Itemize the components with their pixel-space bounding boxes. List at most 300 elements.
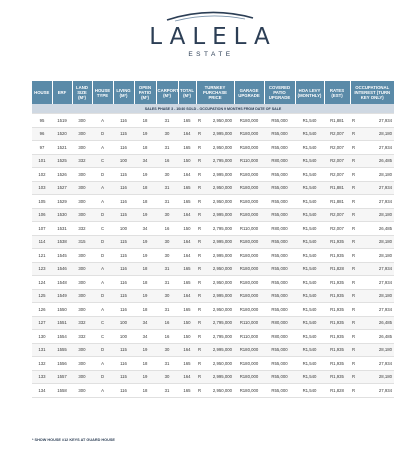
table-cell: 2,950,000	[203, 276, 234, 290]
table-cell: C	[92, 154, 113, 168]
table-cell: R	[350, 141, 357, 155]
table-cell: 2,795,000	[203, 154, 234, 168]
table-cell: R55,000	[264, 127, 295, 141]
table-cell: R	[196, 114, 203, 128]
table-cell: 116	[113, 303, 134, 317]
table-cell: 115	[113, 127, 134, 141]
table-cell: 30	[156, 343, 178, 357]
table-cell: 95	[32, 114, 52, 128]
table-cell: C	[92, 316, 113, 330]
table-cell: 1527	[52, 181, 72, 195]
table-cell: 165	[178, 181, 196, 195]
table-cell: 1554	[52, 330, 72, 344]
table-cell: R	[350, 222, 357, 236]
table-cell: 300	[72, 370, 92, 384]
table-cell: 31	[156, 303, 178, 317]
table-cell: R180,000	[234, 208, 264, 222]
table-cell: 2,795,000	[203, 330, 234, 344]
table-cell: 30	[156, 370, 178, 384]
table-row	[32, 343, 394, 357]
table-cell: R	[350, 343, 357, 357]
table-cell: 31	[156, 262, 178, 276]
table-cell: 121	[32, 249, 52, 263]
table-cell: 2,950,000	[203, 303, 234, 317]
table-cell: R180,000	[234, 141, 264, 155]
table-cell: R55,000	[264, 384, 295, 398]
table-row	[32, 235, 394, 249]
table-cell: 27,934	[357, 262, 394, 276]
table-cell: 165	[178, 141, 196, 155]
table-cell: R	[196, 303, 203, 317]
table-cell: 103	[32, 181, 52, 195]
table-cell: 18	[134, 262, 156, 276]
table-cell: 30	[156, 235, 178, 249]
table-cell: R180,000	[234, 357, 264, 371]
table-cell: R	[196, 276, 203, 290]
table-row	[32, 316, 394, 330]
table-row	[32, 168, 394, 182]
table-cell: R	[196, 168, 203, 182]
col-header: TOTAL (M²)	[178, 81, 196, 104]
table-cell: 164	[178, 127, 196, 141]
table-cell: 115	[113, 370, 134, 384]
table-cell: 28,180	[357, 343, 394, 357]
table-cell: R	[196, 330, 203, 344]
table-cell: 1548	[52, 276, 72, 290]
table-cell: 30	[156, 289, 178, 303]
table-row	[32, 303, 394, 317]
table-cell: 300	[72, 289, 92, 303]
table-cell: R2,007	[324, 141, 350, 155]
table-cell: R1,935	[324, 235, 350, 249]
table-cell: R55,000	[264, 289, 295, 303]
table-cell: R	[196, 370, 203, 384]
table-cell: 165	[178, 357, 196, 371]
table-row	[32, 195, 394, 209]
table-cell: R180,000	[234, 303, 264, 317]
table-cell: 164	[178, 289, 196, 303]
table-cell: 31	[156, 195, 178, 209]
table-cell: 28,180	[357, 235, 394, 249]
table-cell: R	[350, 276, 357, 290]
table-cell: 2,995,000	[203, 127, 234, 141]
table-cell: 1530	[52, 208, 72, 222]
table-cell: A	[92, 303, 113, 317]
table-cell: 1558	[52, 384, 72, 398]
table-cell: R1,540	[295, 370, 324, 384]
table-cell: R180,000	[234, 168, 264, 182]
table-cell: 16	[156, 154, 178, 168]
table-cell: D	[92, 168, 113, 182]
table-cell: R180,000	[234, 370, 264, 384]
table-cell: 116	[113, 384, 134, 398]
table-cell: 31	[156, 276, 178, 290]
table-cell: R55,000	[264, 141, 295, 155]
col-header: CARPORT (M²)	[156, 81, 178, 104]
table-cell: 300	[72, 127, 92, 141]
table-cell: 100	[113, 316, 134, 330]
table-cell: 28,180	[357, 370, 394, 384]
table-row	[32, 262, 394, 276]
table-cell: 131	[32, 343, 52, 357]
table-cell: 116	[113, 114, 134, 128]
col-header: COVERED PATIO UPGRADE	[264, 81, 295, 104]
table-cell: 34	[134, 154, 156, 168]
table-cell: 165	[178, 303, 196, 317]
table-cell: 300	[72, 343, 92, 357]
table-cell: 34	[134, 330, 156, 344]
table-cell: 19	[134, 168, 156, 182]
table-cell: 107	[32, 222, 52, 236]
table-cell: 300	[72, 141, 92, 155]
table-cell: R180,000	[234, 262, 264, 276]
table-cell: R1,935	[324, 330, 350, 344]
table-cell: R	[350, 289, 357, 303]
table-cell: 18	[134, 195, 156, 209]
table-cell: R1,540	[295, 262, 324, 276]
table-cell: R80,000	[264, 222, 295, 236]
table-cell: 150	[178, 222, 196, 236]
table-cell: 31	[156, 114, 178, 128]
table-cell: R1,935	[324, 357, 350, 371]
table-cell: 127	[32, 316, 52, 330]
table-cell: D	[92, 249, 113, 263]
table-cell: R	[350, 303, 357, 317]
table-cell: 165	[178, 262, 196, 276]
table-cell: 114	[32, 235, 52, 249]
table-cell: R80,000	[264, 316, 295, 330]
table-cell: 19	[134, 343, 156, 357]
table-cell: 123	[32, 262, 52, 276]
table-cell: 300	[72, 114, 92, 128]
table-cell: 1546	[52, 262, 72, 276]
table-cell: 1521	[52, 141, 72, 155]
table-cell: R55,000	[264, 195, 295, 209]
table-cell: 101	[32, 154, 52, 168]
table-cell: 133	[32, 370, 52, 384]
table-cell: 165	[178, 114, 196, 128]
table-cell: 16	[156, 330, 178, 344]
table-cell: 2,950,000	[203, 181, 234, 195]
table-cell: R2,007	[324, 222, 350, 236]
table-cell: R	[350, 370, 357, 384]
table-cell: R2,007	[324, 127, 350, 141]
table-row	[32, 330, 394, 344]
table-cell: R2,007	[324, 154, 350, 168]
table-cell: 1529	[52, 195, 72, 209]
table-cell: D	[92, 289, 113, 303]
table-cell: 106	[32, 208, 52, 222]
table-cell: R	[350, 249, 357, 263]
table-cell: 332	[72, 222, 92, 236]
table-cell: 300	[72, 249, 92, 263]
table-cell: 26,485	[357, 222, 394, 236]
table-cell: R55,000	[264, 235, 295, 249]
table-cell: R	[196, 249, 203, 263]
table-cell: 16	[156, 222, 178, 236]
table-cell: 1545	[52, 249, 72, 263]
table-cell: 27,934	[357, 384, 394, 398]
table-cell: R2,007	[324, 208, 350, 222]
table-cell: R1,828	[324, 262, 350, 276]
table-cell: 19	[134, 127, 156, 141]
table-cell: R	[350, 168, 357, 182]
table-cell: 2,795,000	[203, 316, 234, 330]
table-cell: 1525	[52, 154, 72, 168]
table-cell: 116	[113, 276, 134, 290]
table-cell: R110,000	[234, 222, 264, 236]
table-cell: 100	[113, 330, 134, 344]
table-cell: 2,950,000	[203, 195, 234, 209]
table-cell: R1,935	[324, 249, 350, 263]
table-cell: 164	[178, 168, 196, 182]
table-cell: R1,881	[324, 181, 350, 195]
table-cell: 16	[156, 316, 178, 330]
table-cell: A	[92, 195, 113, 209]
table-cell: R	[196, 357, 203, 371]
table-cell: 2,995,000	[203, 343, 234, 357]
col-header: HOA LEVY (MONTHLY)	[295, 81, 324, 104]
table-cell: 130	[32, 330, 52, 344]
table-row	[32, 289, 394, 303]
table-cell: 115	[113, 289, 134, 303]
col-header: HOUSE	[32, 81, 52, 104]
table-cell: 31	[156, 141, 178, 155]
table-cell: 18	[134, 141, 156, 155]
table-cell: 2,995,000	[203, 289, 234, 303]
table-cell: 28,180	[357, 208, 394, 222]
table-cell: R55,000	[264, 343, 295, 357]
table-cell: 105	[32, 195, 52, 209]
table-cell: R1,935	[324, 316, 350, 330]
table-cell: A	[92, 141, 113, 155]
table-cell: 96	[32, 127, 52, 141]
table-row	[32, 370, 394, 384]
table-row	[32, 154, 394, 168]
col-header: ERF	[52, 81, 72, 104]
table-cell: R1,540	[295, 249, 324, 263]
table-cell: 1519	[52, 114, 72, 128]
table-cell: 115	[113, 249, 134, 263]
table-cell: 115	[113, 168, 134, 182]
table-cell: 164	[178, 249, 196, 263]
table-cell: R	[196, 222, 203, 236]
table-cell: 164	[178, 370, 196, 384]
table-cell: 165	[178, 276, 196, 290]
price-list-table	[32, 81, 394, 398]
table-cell: R1,540	[295, 276, 324, 290]
table-cell: R180,000	[234, 181, 264, 195]
table-cell: 27,934	[357, 303, 394, 317]
table-cell: 1538	[52, 235, 72, 249]
table-header-row	[32, 81, 394, 104]
table-cell: R80,000	[264, 330, 295, 344]
table-cell: R1,540	[295, 316, 324, 330]
table-cell: 116	[113, 141, 134, 155]
logo-swoosh-icon	[165, 10, 255, 22]
table-cell: R110,000	[234, 316, 264, 330]
table-cell: D	[92, 343, 113, 357]
table-cell: R	[196, 343, 203, 357]
table-cell: R1,881	[324, 195, 350, 209]
table-row	[32, 357, 394, 371]
table-cell: R1,540	[295, 384, 324, 398]
table-cell: 300	[72, 195, 92, 209]
table-cell: 1550	[52, 303, 72, 317]
table-cell: R55,000	[264, 262, 295, 276]
table-cell: 2,950,000	[203, 262, 234, 276]
table-cell: 300	[72, 303, 92, 317]
table-cell: 18	[134, 114, 156, 128]
table-cell: R	[350, 262, 357, 276]
table-cell: R180,000	[234, 127, 264, 141]
table-row	[32, 114, 394, 128]
table-cell: 30	[156, 127, 178, 141]
table-cell: 27,934	[357, 141, 394, 155]
table-row	[32, 222, 394, 236]
table-cell: 28,180	[357, 127, 394, 141]
table-cell: D	[92, 370, 113, 384]
table-cell: R	[350, 114, 357, 128]
table-cell: R1,540	[295, 330, 324, 344]
table-cell: 18	[134, 357, 156, 371]
col-header: OPEN PATIO (M²)	[134, 81, 156, 104]
table-cell: 31	[156, 384, 178, 398]
table-cell: 126	[32, 303, 52, 317]
table-cell: 100	[113, 222, 134, 236]
table-cell: D	[92, 235, 113, 249]
table-cell: 300	[72, 168, 92, 182]
table-cell: 31	[156, 357, 178, 371]
table-cell: 2,995,000	[203, 370, 234, 384]
table-cell: 27,934	[357, 114, 394, 128]
phase-label: SALES PHASE 3 - 10/40 SOLD - OCCUPATION 9 MONTHS FROM DATE OF SALE	[32, 104, 394, 114]
table-cell: R55,000	[264, 276, 295, 290]
col-header: RATES (EST)	[324, 81, 350, 104]
table-cell: R180,000	[234, 249, 264, 263]
table-cell: 27,934	[357, 276, 394, 290]
table-cell: 300	[72, 262, 92, 276]
table-cell: 150	[178, 154, 196, 168]
table-cell: 1549	[52, 289, 72, 303]
table-cell: 2,795,000	[203, 222, 234, 236]
table-cell: 26,485	[357, 316, 394, 330]
table-cell: R	[196, 154, 203, 168]
table-cell: A	[92, 276, 113, 290]
table-cell: 116	[113, 195, 134, 209]
table-cell: R55,000	[264, 181, 295, 195]
table-cell: A	[92, 357, 113, 371]
table-row	[32, 249, 394, 263]
table-cell: 34	[134, 316, 156, 330]
table-cell: 300	[72, 276, 92, 290]
table-cell: R	[196, 127, 203, 141]
table-cell: R80,000	[264, 154, 295, 168]
table-cell: 26,485	[357, 154, 394, 168]
table-cell: 164	[178, 343, 196, 357]
table-cell: 30	[156, 208, 178, 222]
table-cell: C	[92, 222, 113, 236]
table-row	[32, 276, 394, 290]
table-cell: 132	[32, 357, 52, 371]
table-cell: R55,000	[264, 208, 295, 222]
table-cell: 1520	[52, 127, 72, 141]
table-cell: 1555	[52, 343, 72, 357]
table-cell: 2,995,000	[203, 168, 234, 182]
col-header: TURNKEY PURCHASE PRICE	[196, 81, 234, 104]
table-cell: R180,000	[234, 384, 264, 398]
table-cell: 30	[156, 249, 178, 263]
table-cell: 115	[113, 235, 134, 249]
col-header: LAND SIZE (M²)	[72, 81, 92, 104]
table-cell: 28,180	[357, 289, 394, 303]
col-header: OCCUPATIONAL INTEREST (TURN KEY ONLY)	[350, 81, 394, 104]
table-cell: R1,540	[295, 127, 324, 141]
table-cell: 19	[134, 235, 156, 249]
table-cell: 2,995,000	[203, 235, 234, 249]
table-cell: R	[350, 208, 357, 222]
table-cell: R	[350, 330, 357, 344]
table-row	[32, 127, 394, 141]
table-cell: 300	[72, 208, 92, 222]
table-cell: R	[350, 384, 357, 398]
table-cell: 18	[134, 276, 156, 290]
table-cell: 1551	[52, 316, 72, 330]
table-cell: R	[196, 262, 203, 276]
table-row	[32, 141, 394, 155]
table-cell: 34	[134, 222, 156, 236]
table-cell: 1557	[52, 370, 72, 384]
table-cell: R1,540	[295, 181, 324, 195]
table-cell: R55,000	[264, 370, 295, 384]
table-cell: R	[196, 289, 203, 303]
table-cell: R	[196, 208, 203, 222]
col-header: HOUSE TYPE	[92, 81, 113, 104]
table-cell: 26,485	[357, 330, 394, 344]
table-cell: R55,000	[264, 114, 295, 128]
table-cell: R1,935	[324, 289, 350, 303]
table-cell: R	[350, 181, 357, 195]
table-cell: 2,950,000	[203, 357, 234, 371]
table-cell: R	[350, 195, 357, 209]
table-cell: R	[196, 181, 203, 195]
table-cell: 19	[134, 249, 156, 263]
table-cell: R1,540	[295, 357, 324, 371]
table-cell: R180,000	[234, 289, 264, 303]
col-header: GARAGE UPGRADE	[234, 81, 264, 104]
table-cell: 300	[72, 357, 92, 371]
table-cell: R55,000	[264, 249, 295, 263]
table-cell: 18	[134, 303, 156, 317]
table-row	[32, 208, 394, 222]
table-cell: R1,540	[295, 114, 324, 128]
table-cell: R	[350, 154, 357, 168]
table-cell: R1,540	[295, 289, 324, 303]
table-cell: 1556	[52, 357, 72, 371]
table-cell: 116	[113, 357, 134, 371]
table-cell: 100	[113, 154, 134, 168]
table-cell: 19	[134, 208, 156, 222]
table-cell: R55,000	[264, 303, 295, 317]
table-cell: 300	[72, 181, 92, 195]
table-cell: R180,000	[234, 276, 264, 290]
col-header: LIVING (M²)	[113, 81, 134, 104]
table-cell: R1,540	[295, 303, 324, 317]
table-cell: R	[196, 195, 203, 209]
table-cell: R1,540	[295, 222, 324, 236]
brand-subtitle: ESTATE	[188, 51, 234, 58]
table-cell: 27,934	[357, 195, 394, 209]
